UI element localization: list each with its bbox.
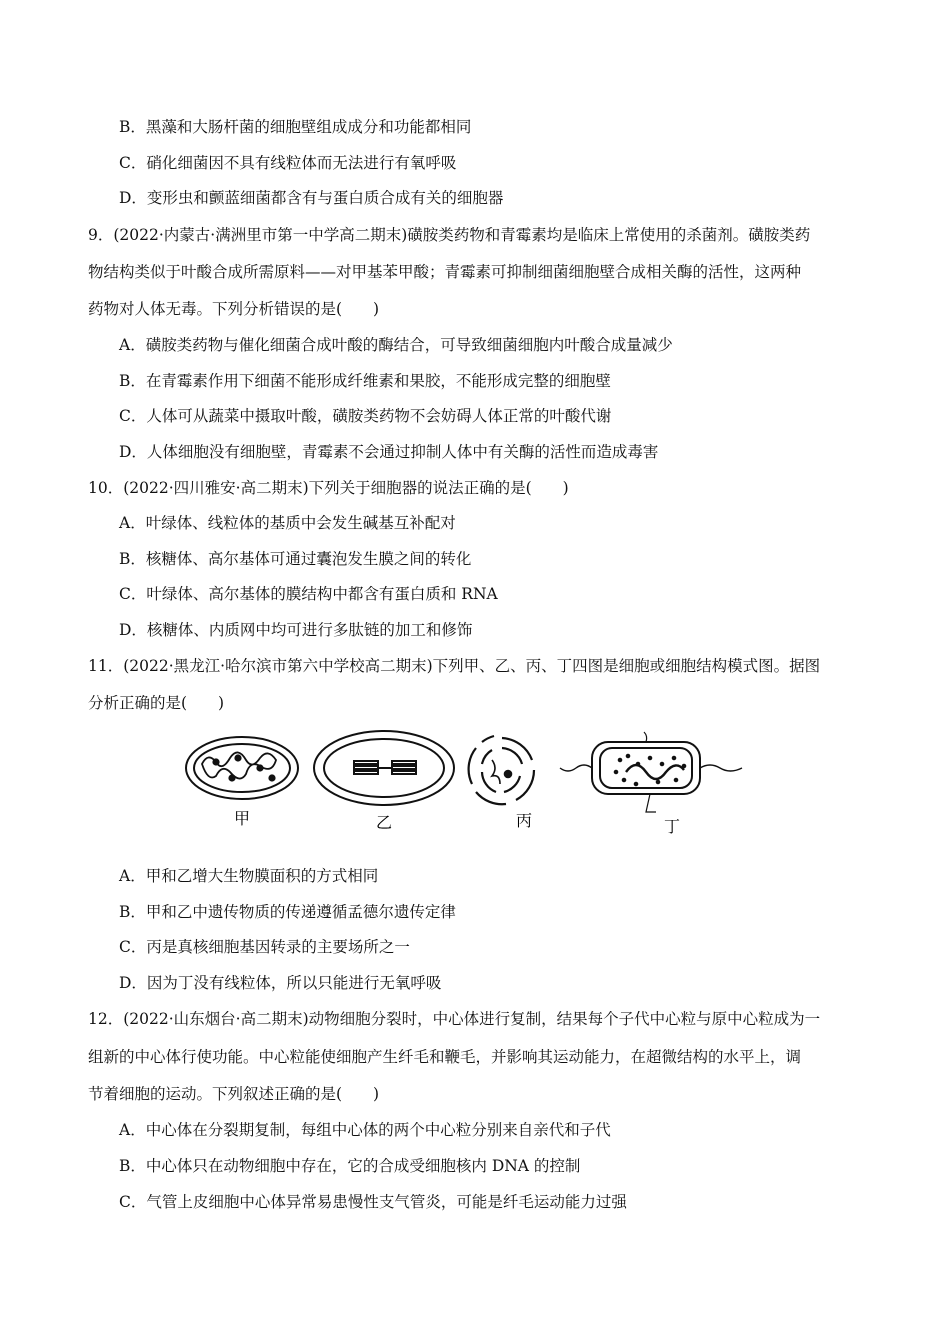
q11-option-b: B．甲和乙中遗传物质的传递遵循孟德尔遗传定律 xyxy=(119,903,456,921)
chloroplast-diagram xyxy=(314,731,454,805)
q9-stem-line2: 物结构类似于叶酸合成所需原料——对甲基苯甲酸；青霉素可抑制细菌细胞壁合成相关酶的活性，这两种 xyxy=(88,263,802,281)
q8-option-b: B．黑藻和大肠杆菌的细胞壁组成成分和功能都相同 xyxy=(119,118,472,136)
figure-label-bing: 丙 xyxy=(516,811,533,830)
cell-structure-figure xyxy=(180,728,770,838)
q10-option-a: A．叶绿体、线粒体的基质中会发生碱基互补配对 xyxy=(119,514,456,532)
q10-option-b: B．核糖体、高尔基体可通过囊泡发生膜之间的转化 xyxy=(119,550,472,568)
q12-stem-line3: 节着细胞的运动。下列叙述正确的是( ) xyxy=(88,1085,380,1103)
figure-label-ding: 丁 xyxy=(664,817,681,836)
prokaryote-diagram xyxy=(560,732,742,812)
q10-stem: 10．(2022·四川雅安·高二期末)下列关于细胞器的说法正确的是( ) xyxy=(88,479,569,497)
q12-option-c: C．气管上皮细胞中心体异常易患慢性支气管炎，可能是纤毛运动能力过强 xyxy=(119,1193,627,1211)
q9-stem-line3: 药物对人体无毒。下列分析错误的是( ) xyxy=(88,300,380,318)
q9-option-a: A．磺胺类药物与催化细菌合成叶酸的酶结合，可导致细菌细胞内叶酸合成量减少 xyxy=(119,336,673,354)
q12-option-a: A．中心体在分裂期复制，每组中心体的两个中心粒分别来自亲代和子代 xyxy=(119,1121,611,1139)
nucleus-diagram xyxy=(469,736,534,804)
q9-option-c: C．人体可从蔬菜中摄取叶酸，磺胺类药物不会妨碍人体正常的叶酸代谢 xyxy=(119,407,612,425)
q11-option-c: C．丙是真核细胞基因转录的主要场所之一 xyxy=(119,938,410,956)
q8-option-d: D．变形虫和颤蓝细菌都含有与蛋白质合成有关的细胞器 xyxy=(119,189,504,207)
q10-option-c: C．叶绿体、高尔基体的膜结构中都含有蛋白质和 RNA xyxy=(119,585,498,603)
q12-option-b: B．中心体只在动物细胞中存在，它的合成受细胞核内 DNA 的控制 xyxy=(119,1157,581,1175)
q9-stem-line1: 9．(2022·内蒙古·满洲里市第一中学高二期末)磺胺类药物和青霉素均是临床上常使用的杀菌剂。磺胺类药 xyxy=(88,226,811,244)
q11-stem-line2: 分析正确的是( ) xyxy=(88,694,225,712)
mitochondrion-diagram xyxy=(186,737,298,799)
figure-label-jia: 甲 xyxy=(234,809,251,828)
q9-option-b: B．在青霉素作用下细菌不能形成纤维素和果胶，不能形成完整的细胞壁 xyxy=(119,372,611,390)
q8-option-c: C．硝化细菌因不具有线粒体而无法进行有氧呼吸 xyxy=(119,154,457,172)
q11-option-a: A．甲和乙增大生物膜面积的方式相同 xyxy=(119,867,379,885)
q9-option-d: D．人体细胞没有细胞壁，青霉素不会通过抑制人体中有关酶的活性而造成毒害 xyxy=(119,443,659,461)
q11-option-d: D．因为丁没有线粒体，所以只能进行无氧呼吸 xyxy=(119,974,442,992)
q12-stem-line2: 组新的中心体行使功能。中心粒能使细胞产生纤毛和鞭毛，并影响其运动能力，在超微结构的水平上，调 xyxy=(88,1048,802,1066)
q12-stem-line1: 12．(2022·山东烟台·高二期末)动物细胞分裂时，中心体进行复制，结果每个子代中心粒与原中心粒成为一 xyxy=(88,1010,821,1028)
q10-option-d: D．核糖体、内质网中均可进行多肽链的加工和修饰 xyxy=(119,621,473,639)
figure-label-yi: 乙 xyxy=(376,813,393,832)
q11-stem-line1: 11．(2022·黑龙江·哈尔滨市第六中学校高二期末)下列甲、乙、丙、丁四图是细胞或细胞结构模式图。据图 xyxy=(88,657,821,675)
